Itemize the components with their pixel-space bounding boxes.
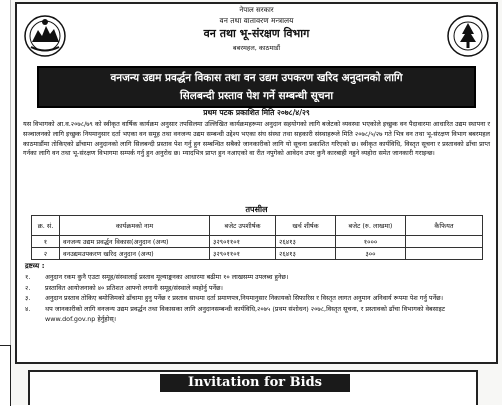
program-budget-table <box>31 215 483 260</box>
note-number: ४. <box>25 304 31 313</box>
note-text: थप जानकारीको लागि वनजन्य उद्यम प्रवर्द्धन तथा विकासका लागि अनुदानसम्बन्धी कार्यविधि,२०७५ (प्रथम संशोधन) २०७८,विस्तृत सूचना, र प्रस्तावको ढाँचा विभागको वेबसाइट www.dof.gov.np हेर्नुहोस्। <box>45 304 446 323</box>
note-item <box>25 293 490 304</box>
table-row <box>32 236 483 248</box>
table-cell: १ <box>32 236 60 248</box>
table-header-cell: बजेट उपशीर्षक <box>210 216 276 236</box>
publication-date: प्रथम पटक प्रकाशित मिति २०७८/४/२९ <box>203 108 310 117</box>
table-cell: ३२९०११०१ <box>210 248 276 260</box>
next-advertisement <box>28 370 478 405</box>
adjacent-ad-border <box>0 345 11 406</box>
table-header-cell: कैफियत <box>406 216 483 236</box>
note-text: अनुदान रकम कुनै एउटा समूह/संस्थालाई प्रस्ताव मूल्याङ्कनका आधारमा बढीमा १० लाखसम्म उपलब्ध हुनेछ। <box>45 273 289 281</box>
note-number: १. <box>25 273 31 281</box>
note-text: अनुदान प्रस्ताव तोकिए बमोजिमको ढाँचामा हुनु पर्नेछ र प्रस्ताव साथमा दर्ता प्रमाणपत्र,नियमानुसार निकायको सिफारिस र विस्तृत लागत अनुमान अनिवार्य रूपमा पेश गर्नु पर्नेछ। <box>45 294 444 302</box>
table-header-cell: बजेट (रु. लाखमा) <box>336 216 406 236</box>
table-header-cell: क्र. सं. <box>32 216 60 236</box>
ministry-name: वन तथा वातावरण मन्त्रालय <box>219 16 294 25</box>
invitation-for-bids-heading: Invitation for Bids <box>160 374 350 392</box>
note-text: प्रस्तावित आयोजनाको ४० प्रतिशत आफ्नो लगानी समूह/संस्थाले व्यहोर्नु पर्नेछ। <box>45 283 223 292</box>
table-row <box>32 248 483 260</box>
table-cell <box>406 236 483 248</box>
table-header-row <box>32 216 483 236</box>
notice-advertisement <box>15 2 498 364</box>
table-cell: ३२९०११०१ <box>210 236 276 248</box>
notice-title-line-1: वनजन्य उद्यम प्रवर्द्धन विकास तथा वन उद्यम उपकरण खरिद अनुदानको लागि <box>110 72 403 84</box>
table-header-cell: कार्यक्रमको नाम <box>60 216 210 236</box>
government-name: नेपाल सरकार <box>239 6 274 14</box>
note-item <box>25 304 490 325</box>
department-name: वन तथा भू-संरक्षण विभाग <box>203 27 310 40</box>
note-number: ३. <box>25 294 31 302</box>
table-title: तपसील <box>245 205 268 214</box>
table-cell <box>406 248 483 260</box>
table-header-cell: खर्च शीर्षक <box>276 216 336 236</box>
notice-body-text: यस विभागको आ.व.२०७८/७९ को स्वीकृत वार्षिक कार्यक्रम अनुसार तपसिलमा उल्लिखित कार्यक्रमहरूमा अनुदान सहयोगको लागि बजेटको व्यवस्था भएकोले इच्छुक वन पैदावारमा आधारित उद्यम स्थापना र सञ्चालनको लागि इच्छुक नियमानुसार दर्ता भएका वन समूह तथा वनजन्य उद्यम सम्बन्धी उद्देश्य भएका संघ संस्था तथा सहकारी संस्थाहरूले मिति २०७८/५/२७ गते भित्र वन तथा भू-संरक्षण विभाग बबरमहल काठमाडौंमा तोकिएको ढाँचामा अनुदानको लागि सिलबन्दी प्रस्ताव पेश गर्नु हुन सम्बन्धित सबैको जानकारीको लागि यो सूचना प्रकाशित गरिएको छ। स्वीकृत कार्यविधि, विस्तृत सूचना र प्रस्तावको ढाँचा प्राप्त गर्नका लागि वन तथा भू-संरक्षण विभागमा सम्पर्क गर्नु हुन अनुरोध छ। म्यादभित्र प्राप्त हुन नआएको वा रीत नपुगेको आवेदन उपर कुनै कारबाही नहुने व्यहोरा समेत जानकारी गराइन्छ। <box>23 120 490 158</box>
table-cell: २ <box>32 248 60 260</box>
notice-title-line-2: सिलबन्दी प्रस्ताव पेश गर्ने सम्बन्धी सूचना <box>179 90 334 102</box>
note-number: २. <box>25 283 31 292</box>
notes-list <box>25 272 490 325</box>
nepal-emblem-icon <box>23 14 67 58</box>
notice-title-banner <box>37 66 476 108</box>
table-cell: १००० <box>336 236 406 248</box>
table-cell: २६४१३ <box>276 236 336 248</box>
table-cell: ३०० <box>336 248 406 260</box>
note-item <box>25 272 490 283</box>
forest-department-logo-icon <box>446 14 490 58</box>
table-cell: वनउद्यमउपकरण खरिद अनुदान (अन्य) <box>60 248 210 260</box>
table-cell: वनजन्य उद्यम प्रवर्द्धन विकास(अनुदान (अन्य) <box>60 236 210 248</box>
notes-title: द्रष्टव्य : <box>25 262 45 270</box>
note-item <box>25 283 490 294</box>
table-cell: २६४१३ <box>276 248 336 260</box>
office-address: बबरमहल, काठमाडौं <box>232 44 281 52</box>
